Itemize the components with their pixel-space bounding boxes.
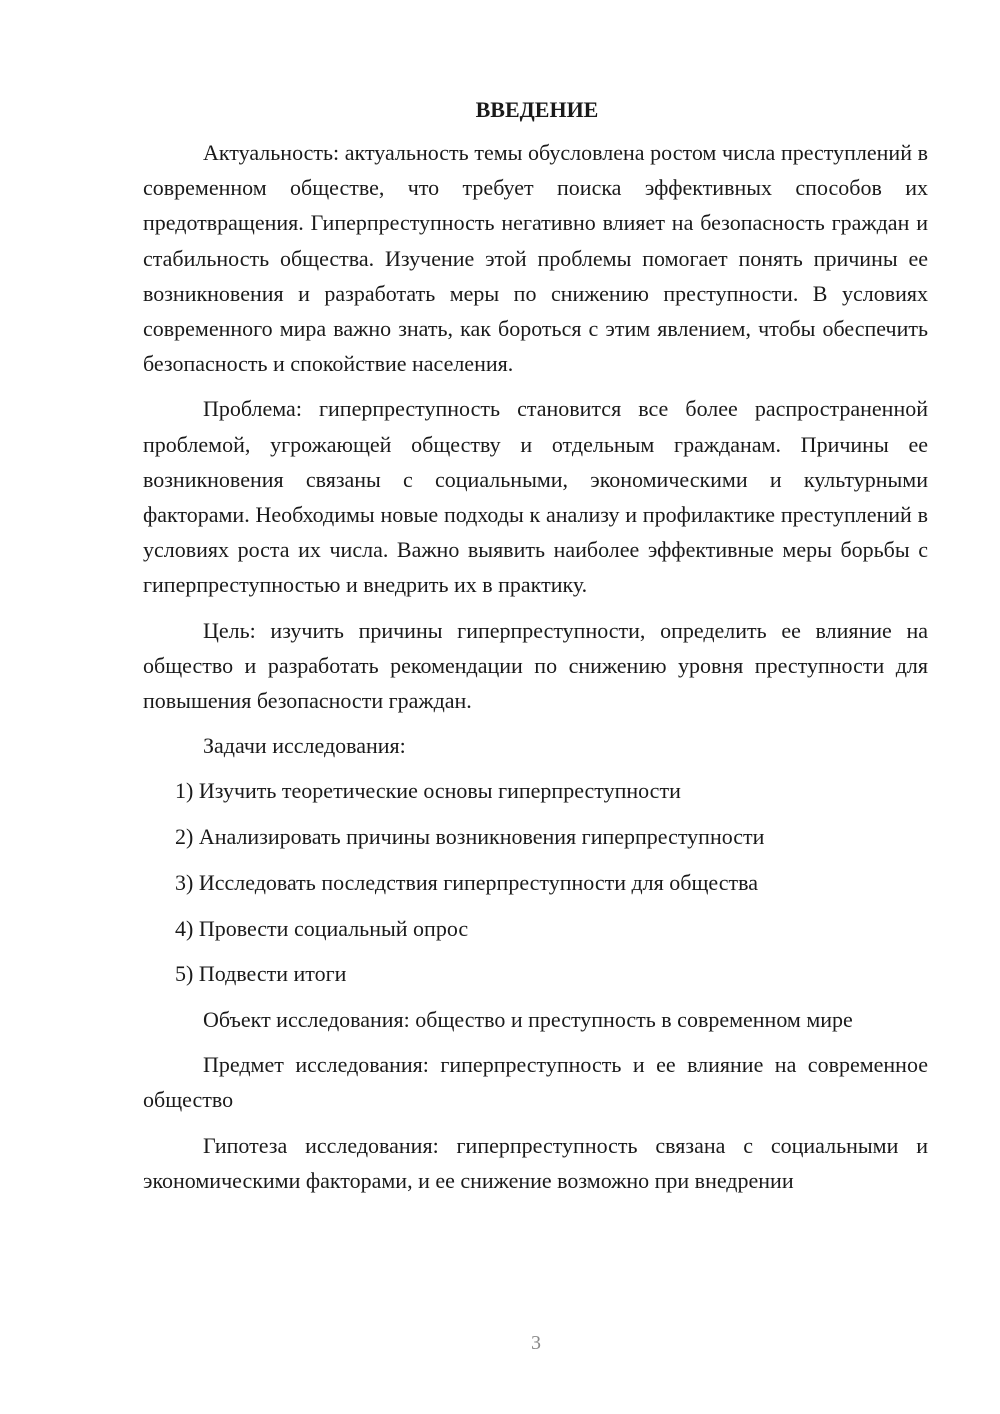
task-item: 5) Подвести итоги — [175, 961, 347, 987]
paragraph-problem: Проблема: гиперпреступность становится все более распространенной проблемой, угрожающей обществу и отдельным гражданам. Причины ее возникновения связаны с социальными, экономическими и культурными факторами. Необходимы новые подходы к анализу и профилактике преступлений в условиях роста их числа. Важно выявить наиболее эффективные меры борьбы с гиперпреступностью и внедрить их в практику. — [143, 396, 928, 598]
paragraph-hypothesis: Гипотеза исследования: гиперпреступность связана с социальными и экономическими факторами, и ее снижение возможно при внедрении — [143, 1132, 928, 1193]
document-page — [143, 92, 928, 1208]
document-title: ВВЕДЕНИЕ — [475, 97, 599, 122]
tasks-heading: Задачи исследования: — [203, 733, 406, 759]
tasks-list — [143, 773, 928, 991]
paragraph-relevance: Актуальность: актуальность темы обусловлена ростом числа преступлений в современном обществе, что требует поиска эффективных способов их предотвращения. Гиперпреступность негативно влияет на безопасность граждан и стабильность общества. Изучение этой проблемы помогает понять причины ее возникновения и разработать меры по снижению преступности. В условиях современного мира важно знать, как бороться с этим явлением, чтобы обеспечить безопасность и спокойствие населения. — [143, 140, 928, 377]
paragraph-subject: Предмет исследования: гиперпреступность и ее влияние на современное общество — [143, 1052, 928, 1113]
task-item: 1) Изучить теоретические основы гиперпреступности — [175, 778, 681, 804]
paragraph-object: Объект исследования: общество и преступность в современном мире — [203, 1006, 853, 1032]
paragraph-goal: Цель: изучить причины гиперпреступности, определить ее влияние на общество и разработать рекомендации по снижению уровня преступности для повышения безопасности граждан. — [143, 617, 928, 714]
page-number: 3 — [531, 1332, 541, 1354]
task-item: 2) Анализировать причины возникновения гиперпреступности — [175, 824, 765, 850]
task-item: 3) Исследовать последствия гиперпреступности для общества — [175, 869, 758, 895]
task-item: 4) Провести социальный опрос — [175, 915, 469, 941]
